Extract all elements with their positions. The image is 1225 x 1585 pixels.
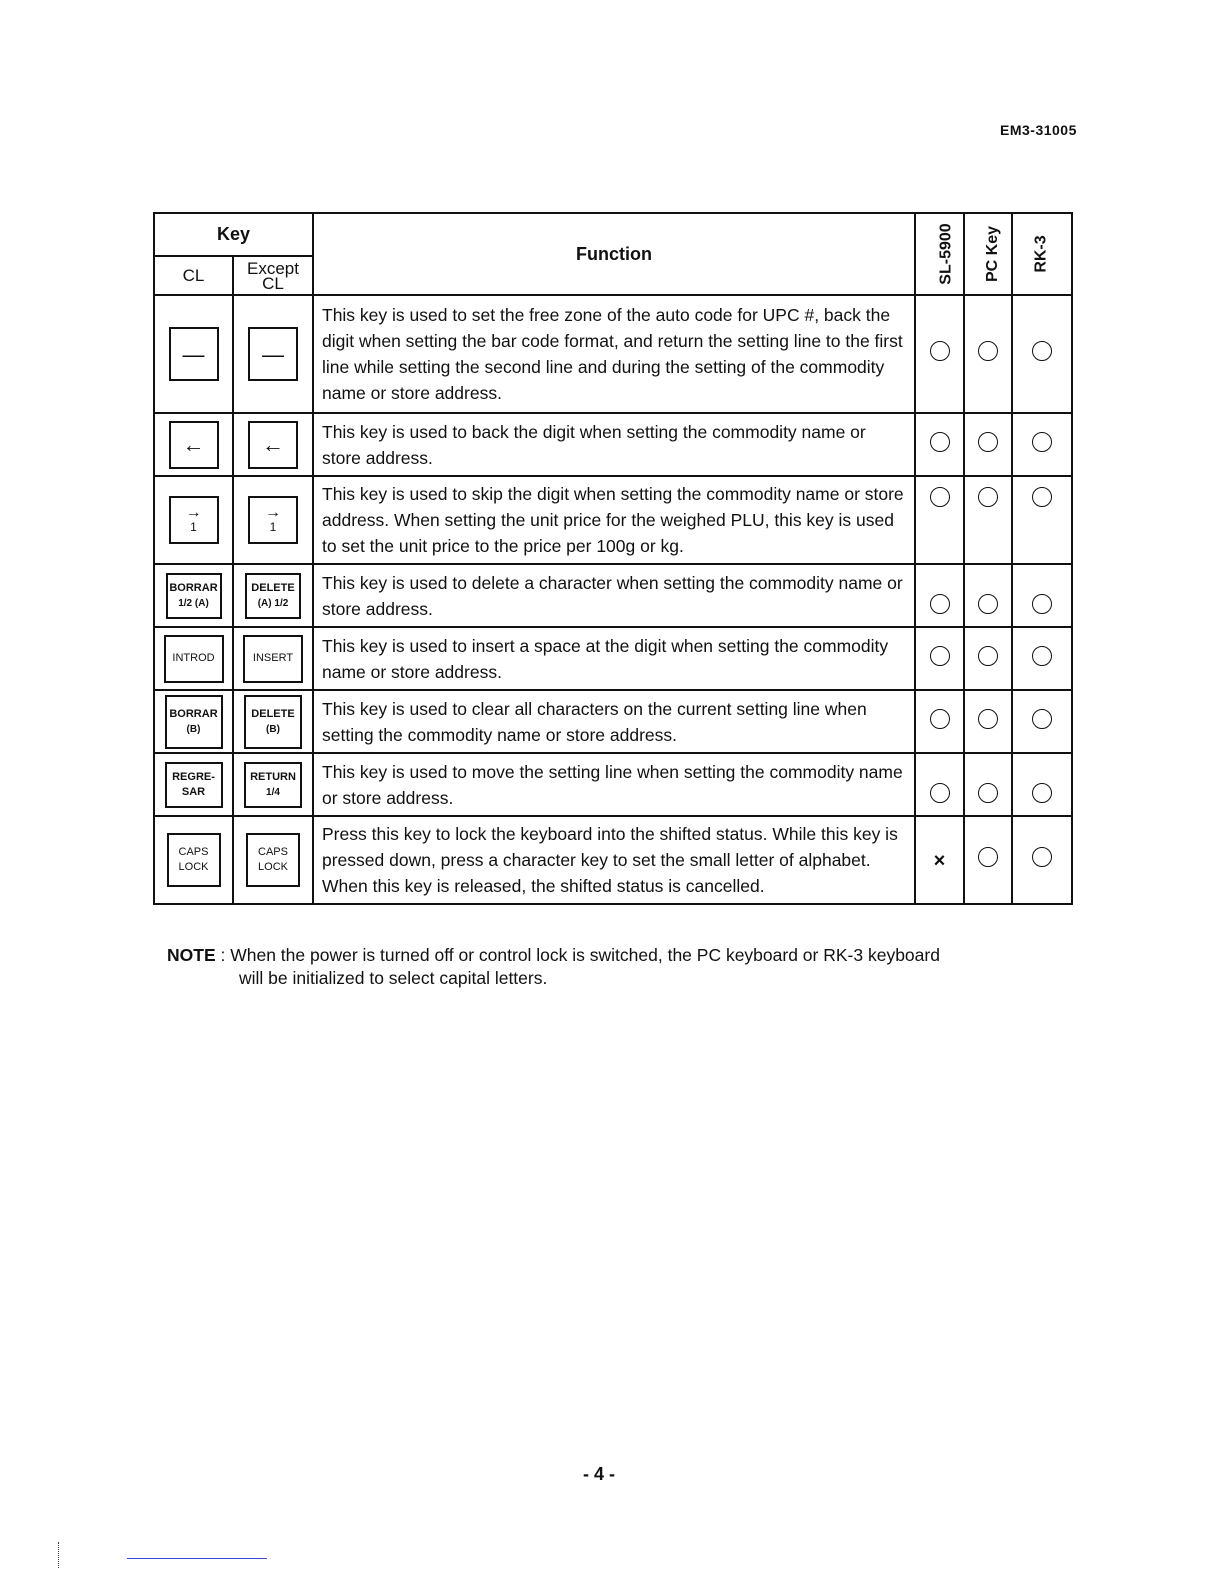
note-label: NOTE	[167, 945, 216, 965]
circle-mark-icon	[1032, 341, 1052, 361]
sl5900-mark	[915, 816, 964, 904]
table-row	[154, 295, 1072, 413]
function-text: Press this key to lock the keyboard into the shifted status. While this key is pressed down, press a character key to set the small letter of alphabet. When this key is released, the shifted status is cancelled.	[313, 816, 915, 904]
left-arrow-key-icon: ←	[248, 421, 298, 469]
caps-lock-key-icon: CAPS LOCK	[246, 833, 300, 887]
header-rk3-label: RK-3	[1033, 235, 1050, 273]
table-row	[154, 690, 1072, 753]
cl-key-cell	[154, 564, 233, 627]
cl-key-cell	[154, 413, 233, 476]
cl-key-cell	[154, 295, 233, 413]
minus-key-icon: —	[248, 327, 298, 381]
circle-mark-icon	[978, 709, 998, 729]
note-text-1: : When the power is turned off or control lock is switched, the PC keyboard or RK-3 keyboard	[215, 945, 940, 965]
circle-mark-icon	[978, 646, 998, 666]
regresar-key-icon: REGRE- SAR	[165, 762, 223, 808]
function-text: This key is used to move the setting line when setting the commodity name or store address.	[313, 753, 915, 816]
except-cl-key-cell	[233, 627, 313, 690]
table-row	[154, 476, 1072, 564]
minus-key-icon: —	[169, 327, 219, 381]
borrar-key-icon: BORRAR 1/2 (A)	[166, 573, 222, 619]
circle-mark-icon	[930, 487, 950, 507]
pckey-mark	[964, 627, 1012, 690]
header-cl: CL	[154, 256, 233, 295]
circle-mark-icon	[978, 432, 998, 452]
function-text: This key is used to clear all characters on the current setting line when setting the commodity name or store address.	[313, 690, 915, 753]
circle-mark-icon	[1032, 487, 1052, 507]
except-cl-key-cell	[233, 753, 313, 816]
header-pckey-label: PC Key	[984, 225, 1002, 283]
document-number: EM3-31005	[1000, 122, 1077, 138]
header-sl5900	[915, 213, 964, 295]
except-cl-key-cell	[233, 295, 313, 413]
rk3-mark	[1012, 476, 1072, 564]
rk3-mark	[1012, 690, 1072, 753]
except-cl-key-cell	[233, 816, 313, 904]
header-sl5900-label: SL-5900	[937, 223, 955, 285]
table-row	[154, 564, 1072, 627]
cross-mark-icon: ×	[933, 850, 946, 872]
circle-mark-icon	[930, 646, 950, 666]
pckey-mark	[964, 476, 1012, 564]
table-row	[154, 753, 1072, 816]
circle-mark-icon	[978, 341, 998, 361]
right-arrow-key-icon: → 1	[248, 496, 298, 544]
circle-mark-icon	[1032, 432, 1052, 452]
sl5900-mark	[915, 413, 964, 476]
function-text: This key is used to skip the digit when setting the commodity name or store address. When setting the unit price for the weighed PLU, this key is used to set the unit price to the price per 100g or kg.	[313, 476, 915, 564]
table-row	[154, 413, 1072, 476]
header-pckey	[964, 213, 1012, 295]
rk3-mark	[1012, 295, 1072, 413]
key-function-table	[153, 212, 1073, 905]
circle-mark-icon	[1032, 783, 1052, 803]
except-cl-key-cell	[233, 690, 313, 753]
scan-mark	[58, 1542, 61, 1568]
sl5900-mark	[915, 753, 964, 816]
cl-key-cell	[154, 816, 233, 904]
rk3-mark	[1012, 816, 1072, 904]
circle-mark-icon	[930, 783, 950, 803]
circle-mark-icon	[930, 594, 950, 614]
rk3-mark	[1012, 753, 1072, 816]
return-key-icon: RETURN 1/4	[244, 762, 302, 808]
pckey-mark	[964, 564, 1012, 627]
circle-mark-icon	[978, 594, 998, 614]
function-text: This key is used to insert a space at the digit when setting the commodity name or store address.	[313, 627, 915, 690]
delete-key-icon: DELETE (A) 1/2	[245, 573, 301, 619]
delete-key-icon: DELETE (B)	[244, 695, 302, 749]
header-except-cl: Except CL	[233, 256, 313, 295]
header-function: Function	[313, 213, 915, 295]
cl-key-cell	[154, 627, 233, 690]
except-cl-key-cell	[233, 476, 313, 564]
sl5900-mark	[915, 564, 964, 627]
except-cl-key-cell	[233, 413, 313, 476]
rk3-mark	[1012, 413, 1072, 476]
footer-rule	[127, 1558, 267, 1559]
rk3-mark	[1012, 564, 1072, 627]
sl5900-mark	[915, 295, 964, 413]
left-arrow-key-icon: ←	[169, 421, 219, 469]
table-row	[154, 627, 1072, 690]
introd-key-icon: INTROD	[164, 635, 224, 683]
pckey-mark	[964, 413, 1012, 476]
circle-mark-icon	[930, 341, 950, 361]
circle-mark-icon	[1032, 646, 1052, 666]
function-text: This key is used to back the digit when setting the commodity name or store address.	[313, 413, 915, 476]
pckey-mark	[964, 690, 1012, 753]
borrar-key-icon: BORRAR (B)	[165, 695, 223, 749]
cl-key-cell	[154, 753, 233, 816]
note	[167, 944, 940, 990]
rk3-mark	[1012, 627, 1072, 690]
circle-mark-icon	[1032, 594, 1052, 614]
insert-key-icon: INSERT	[243, 635, 303, 683]
circle-mark-icon	[930, 432, 950, 452]
page-number: - 4 -	[583, 1464, 616, 1484]
pckey-mark	[964, 816, 1012, 904]
pckey-mark	[964, 295, 1012, 413]
header-key: Key	[154, 213, 313, 256]
circle-mark-icon	[1032, 847, 1052, 867]
circle-mark-icon	[930, 709, 950, 729]
right-arrow-key-icon: → 1	[169, 496, 219, 544]
table-row	[154, 816, 1072, 904]
circle-mark-icon	[1032, 709, 1052, 729]
sl5900-mark	[915, 690, 964, 753]
caps-lock-key-icon: CAPS LOCK	[167, 833, 221, 887]
function-text: This key is used to delete a character when setting the commodity name or store address.	[313, 564, 915, 627]
sl5900-mark	[915, 476, 964, 564]
except-cl-key-cell	[233, 564, 313, 627]
circle-mark-icon	[978, 487, 998, 507]
circle-mark-icon	[978, 783, 998, 803]
sl5900-mark	[915, 627, 964, 690]
function-text: This key is used to set the free zone of the auto code for UPC #, back the digit when setting the bar code format, and return the setting line to the first line while setting the second line and during the setting of the commodity name or store address.	[313, 295, 915, 413]
pckey-mark	[964, 753, 1012, 816]
note-text-2: will be initialized to select capital letters.	[239, 968, 548, 988]
cl-key-cell	[154, 476, 233, 564]
circle-mark-icon	[978, 847, 998, 867]
note-line-1	[167, 944, 940, 967]
header-rk3	[1012, 213, 1072, 295]
cl-key-cell	[154, 690, 233, 753]
